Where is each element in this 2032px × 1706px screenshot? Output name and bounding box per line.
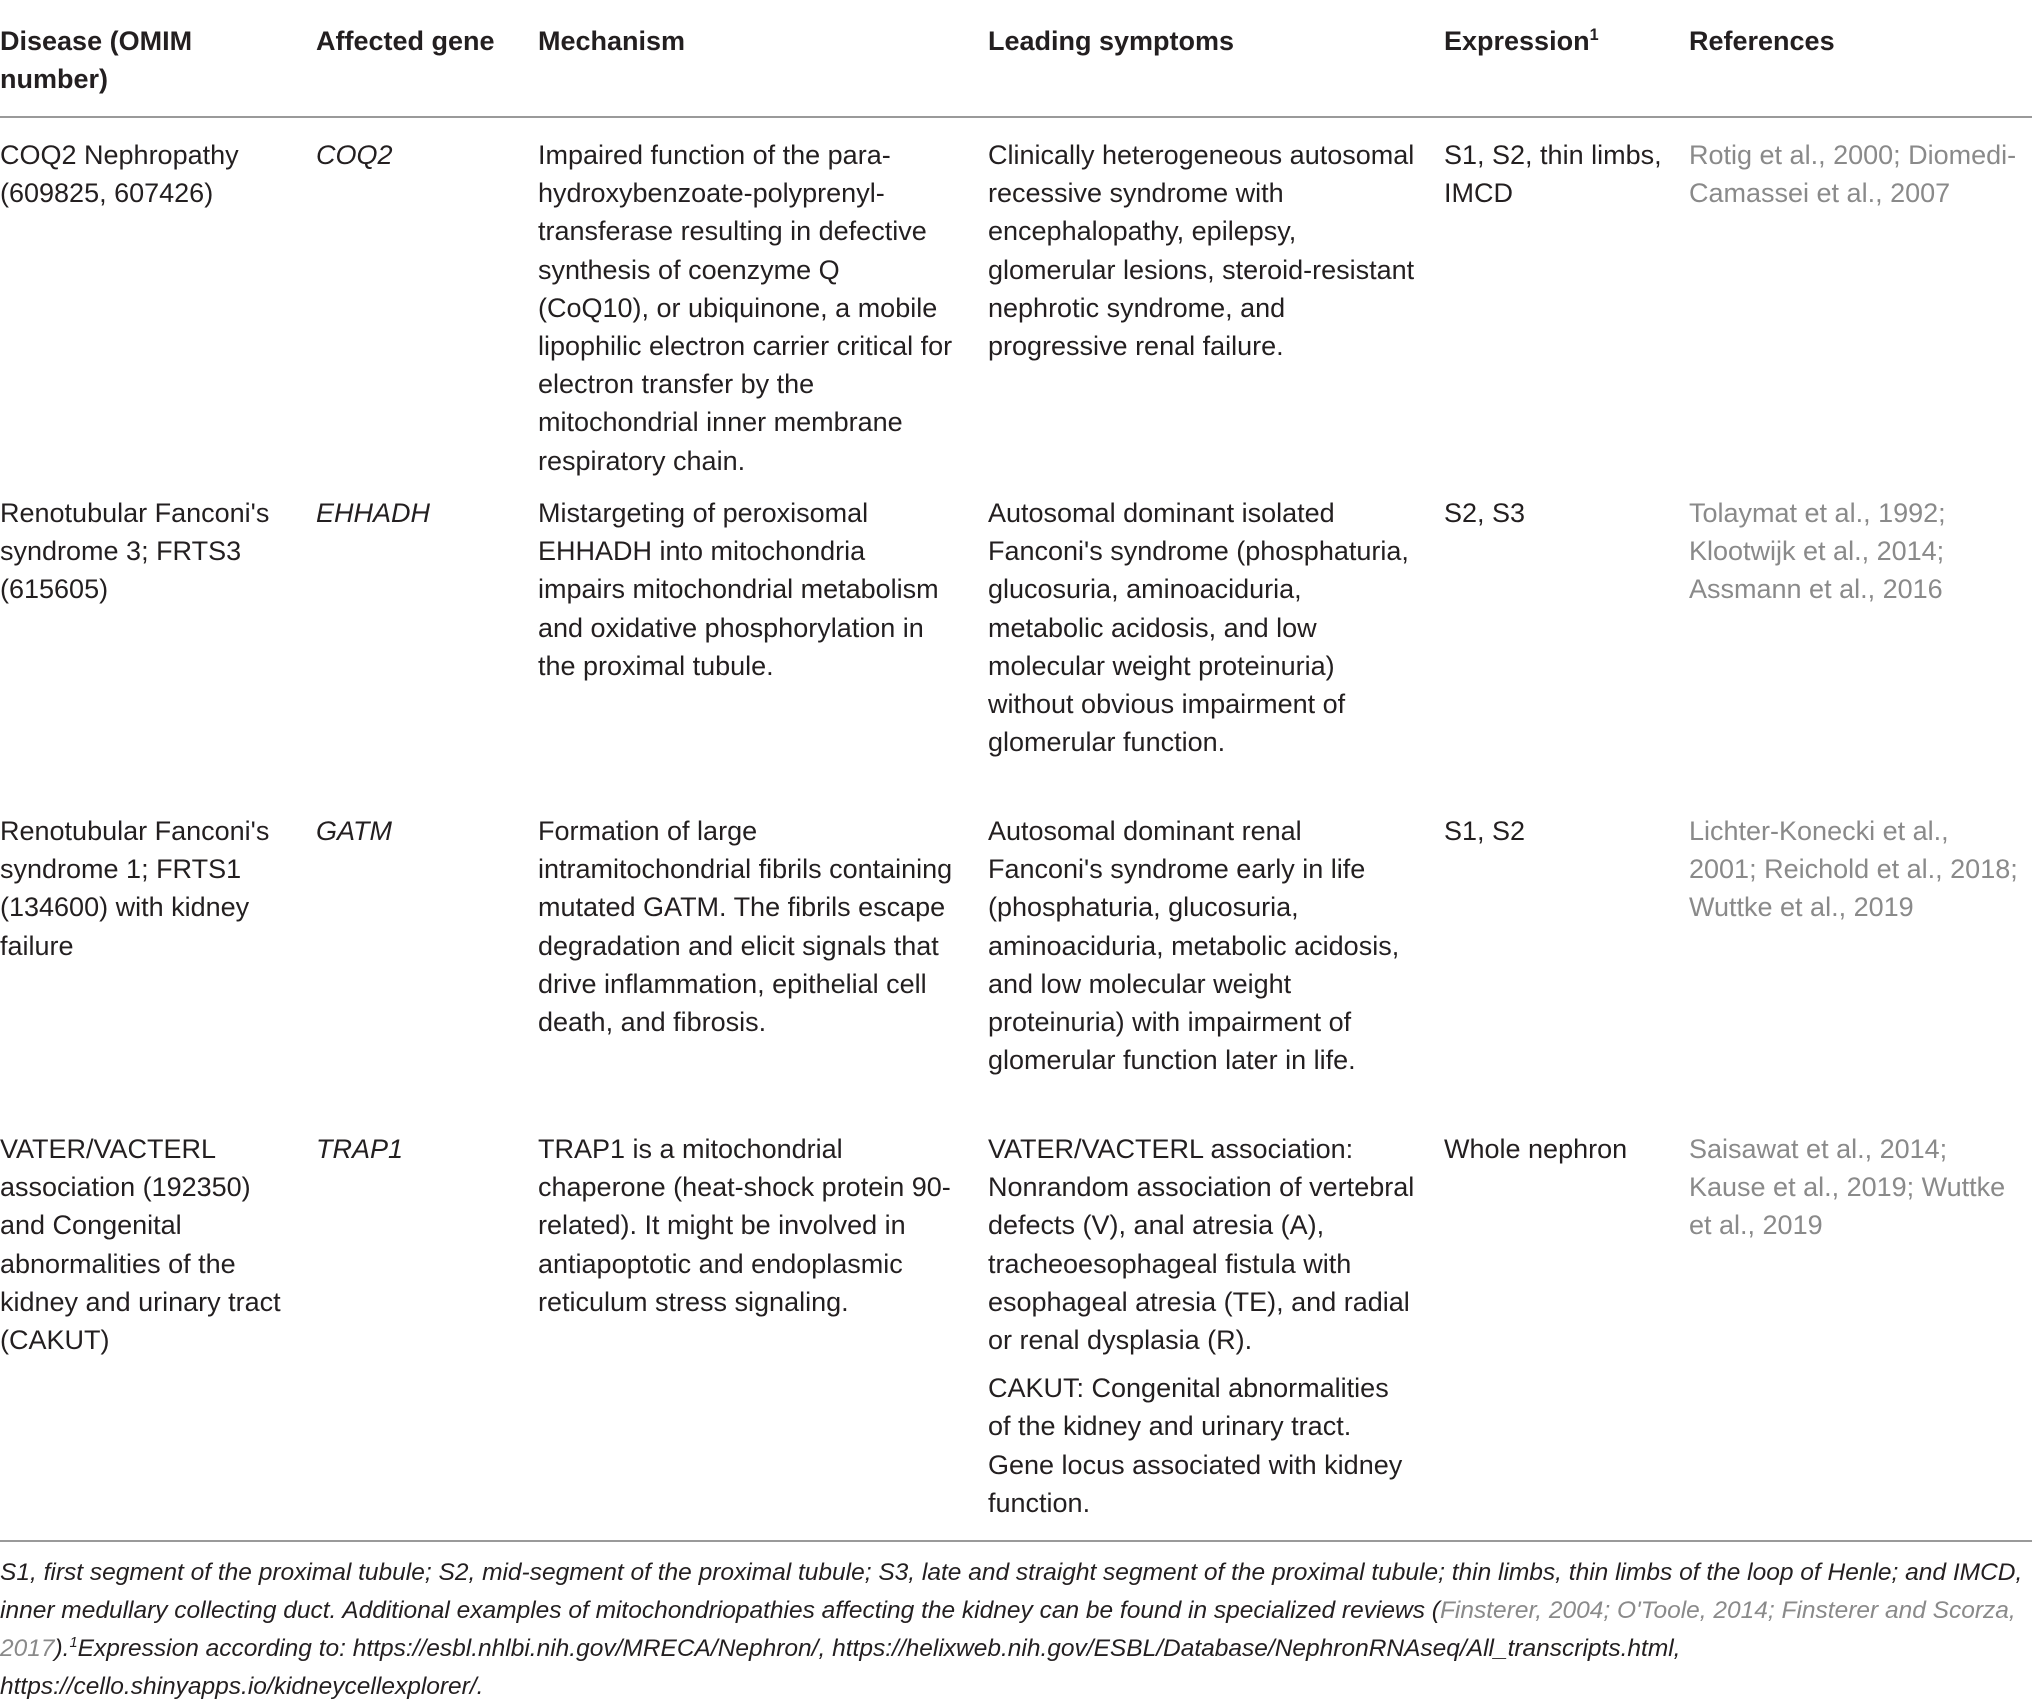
table-footnote xyxy=(0,1554,2030,1706)
cell-references: Lichter-Konecki et al., 2001; Reichold et al., 2018; Wuttke et al., 2019 xyxy=(1689,816,2018,923)
header-expression xyxy=(1444,22,1664,60)
cell-expression: Whole nephron xyxy=(1444,1134,1628,1164)
cell-gene: COQ2 xyxy=(316,140,393,170)
symptom-paragraph: Autosomal dominant renal Fanconi's syndrome early in life (phosphaturia, glucosuria, aminoaciduria, metabolic acidosis, and low molecular weight proteinuria) with impairment of glomerular function later in life. xyxy=(988,816,1400,1076)
symptom-paragraph: VATER/VACTERL association: Nonrandom association of vertebral defects (V), anal atresia (A), tracheoesophageal fistula with esophageal atresia (TE), and radial or renal dysplasia (R). xyxy=(988,1134,1415,1356)
header-expression-label: Expression xyxy=(1444,26,1590,56)
cell-references: Saisawat et al., 2014; Kause et al., 2019; Wuttke et al., 2019 xyxy=(1689,1134,2006,1241)
footnote-references: Finsterer, 2004; O'Toole, 2014; Finsterer and Scorza, 2017 xyxy=(0,1597,2016,1662)
cell-expression: S1, S2 xyxy=(1444,816,1526,846)
cell-references: Rotig et al., 2000; Diomedi-Camassei et al., 2007 xyxy=(1689,140,2017,209)
cell-gene: TRAP1 xyxy=(316,1134,404,1164)
cell-mechanism: Formation of large intramitochondrial fibrils containing mutated GATM. The fibrils escape degradation and elicit signals that drive inflammation, epithelial cell death, and fibrosis. xyxy=(538,816,953,1038)
cell-disease: Renotubular Fanconi's syndrome 3; FRTS3 (615605) xyxy=(0,498,270,605)
symptom-paragraph: CAKUT: Congenital abnormalities of the kidney and urinary tract. Gene locus associated with kidney function. xyxy=(988,1373,1403,1518)
cell-disease: COQ2 Nephropathy (609825, 607426) xyxy=(0,140,239,209)
symptom-paragraph: Autosomal dominant isolated Fanconi's syndrome (phosphaturia, glucosuria, aminoaciduria, metabolic acidosis, and low molecular weight proteinuria) without obvious impairment of glomerular function. xyxy=(988,498,1409,758)
cell-mechanism: TRAP1 is a mitochondrial chaperone (heat-shock protein 90-related). It might be involved in antiapoptotic and endoplasmic reticulum stress signaling. xyxy=(538,1134,951,1317)
table-header xyxy=(0,0,2032,118)
header-expression-footnote-mark: 1 xyxy=(1589,26,1599,44)
footnote-expression-sources: Expression according to: https://esbl.nhlbi.nih.gov/MRECA/Nephron/, https://helixweb.nih.gov/ESBL/Database/NephronRNAseq/All_transcripts.html, https://cello.shinyapps.io/kidneycellexplorer/. xyxy=(0,1635,1681,1700)
cell-gene: GATM xyxy=(316,816,392,846)
cell-expression: S2, S3 xyxy=(1444,498,1526,528)
table-bottom-rule xyxy=(0,1540,2032,1542)
cell-gene: EHHADH xyxy=(316,498,431,528)
cell-symptoms xyxy=(988,1130,1418,1522)
header-disease: Disease (OMIM number) xyxy=(0,26,193,94)
cell-disease: Renotubular Fanconi's syndrome 1; FRTS1 (134600) with kidney failure xyxy=(0,816,270,961)
cell-expression: S1, S2, thin limbs, IMCD xyxy=(1444,140,1662,209)
cell-references: Tolaymat et al., 1992; Klootwijk et al., 2014; Assmann et al., 2016 xyxy=(1689,498,1946,605)
cell-symptoms xyxy=(988,136,1418,365)
cell-symptoms xyxy=(988,494,1418,761)
header-affected-gene: Affected gene xyxy=(316,26,495,56)
cell-mechanism: Mistargeting of peroxisomal EHHADH into mitochondria impairs mitochondrial metabolism and oxidative phosphorylation in the proximal tubule. xyxy=(538,498,939,681)
footnote-mark: 1 xyxy=(69,1634,78,1651)
footnote-text-close: ). xyxy=(54,1635,70,1662)
header-references: References xyxy=(1689,26,1835,56)
header-leading-symptoms: Leading symptoms xyxy=(988,26,1235,56)
header-mechanism: Mechanism xyxy=(538,26,686,56)
symptom-paragraph: Clinically heterogeneous autosomal recessive syndrome with encephalopathy, epilepsy, glomerular lesions, steroid-resistant nephrotic syndrome, and progressive renal failure. xyxy=(988,140,1415,362)
cell-disease: VATER/VACTERL association (192350) and Congenital abnormalities of the kidney and urinary tract (CAKUT) xyxy=(0,1134,281,1356)
footnote-text: S1, first segment of the proximal tubule; S2, mid-segment of the proximal tubule; S3, late and straight segment of the proximal tubule; thin limbs, thin limbs of the loop of Henle; and IMCD, inner medullary collecting duct. Additional examples of mitochondriopathies affecting the kidney can be found in specialized reviews ( xyxy=(0,1559,2023,1624)
cell-mechanism: Impaired function of the para-hydroxybenzoate-polyprenyl-transferase resulting in defective synthesis of coenzyme Q (CoQ10), or ubiquinone, a mobile lipophilic electron carrier critical for electron transfer by the mitochondrial inner membrane respiratory chain. xyxy=(538,140,953,476)
cell-symptoms xyxy=(988,812,1418,1079)
